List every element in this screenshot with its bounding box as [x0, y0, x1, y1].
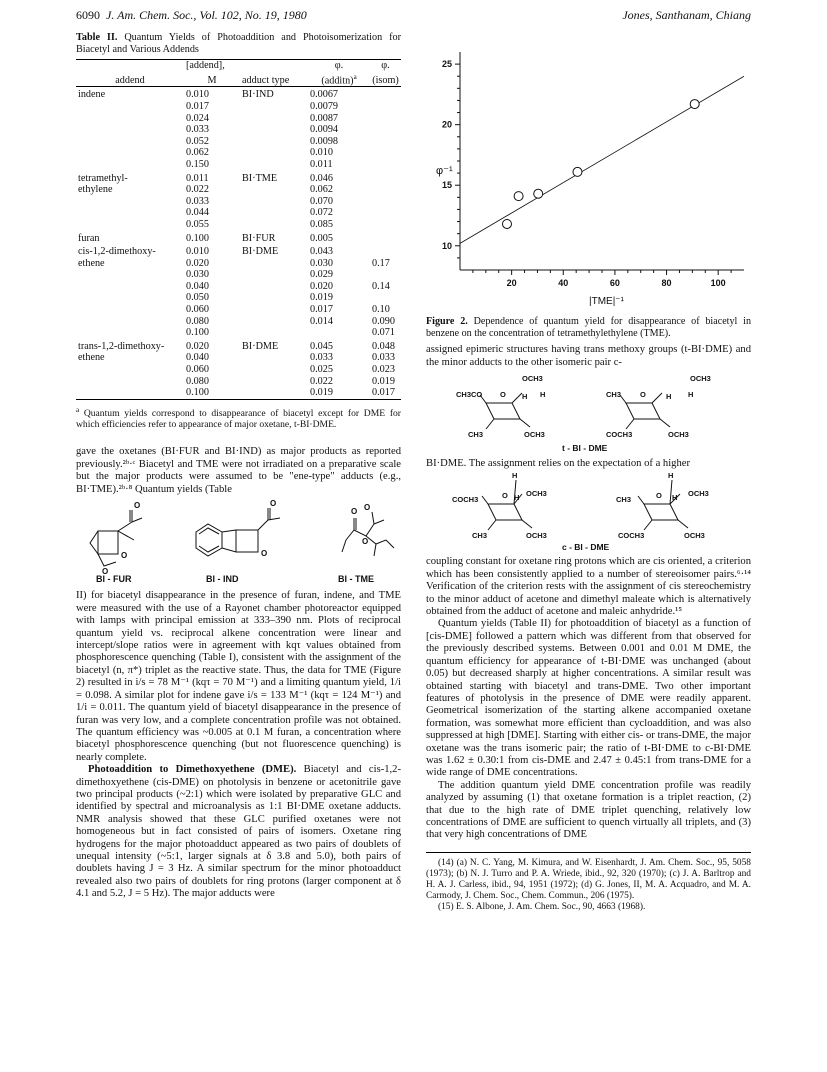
x-tick-label: 20 — [506, 278, 517, 288]
svg-text:OCH3: OCH3 — [668, 430, 689, 440]
page-number: 6090 — [76, 8, 100, 22]
svg-text:OCH3: OCH3 — [526, 531, 547, 541]
svg-text:H: H — [666, 392, 672, 402]
cell-addend: tetramethyl- ethylene — [78, 172, 128, 196]
paragraph: assigned epimeric structures having trans methoxy groups (t-BI·DME) and the minor adducts to the other isomeric pair c- — [426, 344, 751, 368]
svg-text:H: H — [522, 392, 528, 402]
svg-text:O: O — [500, 390, 506, 400]
atom-o: O — [261, 549, 268, 559]
label-bi-fur: BI - FUR — [96, 574, 132, 585]
cell-adduct: BI·TME — [242, 172, 278, 184]
x-tick-label: 40 — [558, 278, 569, 288]
table-row — [76, 339, 401, 399]
cell-adduct: BI·DME — [242, 246, 279, 258]
cell-conc: 0.010 0.020 0.030 0.040 0.050 0.060 0.080 0.100 — [186, 246, 209, 339]
col-adduct: adduct type — [242, 74, 290, 86]
y-tick-label: 25 — [441, 59, 452, 70]
col-conc-bot: M — [207, 74, 217, 86]
y-axis-label: φ⁻¹ — [436, 165, 453, 177]
data-point — [502, 219, 511, 228]
col-phi-iso-top: φ. — [381, 60, 390, 71]
svg-text:COCH3: COCH3 — [606, 430, 633, 440]
quantum-yield-table — [76, 59, 401, 404]
cell-conc: 0.011 0.022 0.033 0.044 0.055 — [186, 172, 209, 230]
svg-text:COCH3: COCH3 — [618, 531, 645, 541]
x-axis-label: |TME|⁻¹ — [589, 296, 624, 307]
cell-conc: 0.100 — [186, 232, 209, 244]
col-phi-iso-bot: (isom) — [372, 74, 399, 86]
structures-t-bi-dme — [426, 369, 751, 453]
paragraph: II) for biacetyl disappearance in the presence of furan, indene, and TME were measured with the use of a Rayonet chamber photoreactor equipped with lamps with principal emission at 333–390 nm. Plots of reciprocal quantum yield vs. reciprocal alkene concentration were linear and intercept/slope ratios were in agreement with kqτ values obtained from phosphorescence quenching (Table I), consistent with the assignment of the biacetyl (n, π*) triplet as the reactive state. Thus, the data for TME (Figure 2) resulted in i/s = 78 M⁻¹ (kqτ = 70 M⁻¹) and a limiting quantum yield, 1/i = 0.098. A similar plot for indene gave i/s = 133 M⁻¹ (kqτ = 124 M⁻¹) and 1/i = 0.011. The quantum yield of biacetyl disappearance in the presence of furan was very low, and a complete concentration profile was not obtained. The quantum efficiency was ~0.005 at 0.1 M furan, a concentration where biacetyl phosphorescence quenching (but not fluorescence quenching) is nearly complete. — [76, 590, 401, 763]
col-phi-add-bot: (additn) — [321, 74, 354, 86]
table-row — [76, 231, 401, 245]
svg-text:OCH3: OCH3 — [684, 531, 705, 541]
cell-additn: 0.005 — [310, 232, 333, 244]
svg-text:OCH3: OCH3 — [688, 489, 709, 499]
label-t-bi-dme: t - BI - DME — [562, 443, 608, 454]
structures-fur-ind-tme — [76, 496, 401, 586]
cell-isom — [370, 87, 401, 171]
cell-isom: 0.17 0.14 0.10 0.090 0.071 — [372, 257, 395, 339]
cell-isom: 0.048 0.033 0.023 0.019 0.017 — [372, 340, 395, 399]
paragraph: Quantum yields (Table II) for photoaddition of biacetyl as a function of [cis-DME] followed a pattern which was different from that observed for the previously described systems. Between 0.001 and 0.01 M DME, the quantum efficiency for appearance of t-BI·DME was unchanged (about 0.05) but decreased sharply at higher concentrations. A similar result was obtained starting with biacetyl and trans-DME. Two other important features of photolysis in the presence of DME were readily apparent. Geometrical isomerization of the starting alkene accompanied oxetane formation, was somewhat more efficient than cycloaddition, and was also suppressed at high [DME]. Starting with either cis- or trans-DME, the major oxetane was the trans isomeric pair; the ratio of t-BI·DME to c-BI·DME was 1.62 ± 0.30:1 from cis-DME and 2.47 ± 0.45:1 from trans-DME for a wide range of DME concentrations. — [426, 618, 751, 779]
footnote-ref-a: a — [353, 72, 357, 81]
data-point — [573, 167, 582, 176]
table-caption — [76, 32, 401, 56]
paragraph: coupling constant for oxetane ring protons which are cis oriented, a criterion which has been consistently applied to a number of stereoisomer pairs.⁶·¹⁴ Verification of the criterion rests with the assignment of cis stereochemistry to the minor adduct of acetone and dimethyl maleate which is alternatively obtained from the adduct of acetone and maleic anhydride.¹⁵ — [426, 556, 751, 618]
left-column — [76, 32, 401, 901]
reference-14: (14) (a) N. C. Yang, M. Kimura, and W. Eisenhardt, J. Am. Chem. Soc., 95, 5058 (1973); (b) N. J. Turro and P. A. Wriede, ibid., 92, 320 (1970); (c) J. A. Barltrop and H. A. J. Carless, ibid., 94, 1951 (1972); (d) G. Jones, II, M. A. Acquadro, and M. A. Carmody, J. Chem. Soc., Chem. Commun., 206 (1975). — [426, 857, 751, 901]
paragraph: Photoaddition to Dimethoxyethene (DME). Biacetyl and cis-1,2-dimethoxyethene (cis-DME) on photolysis in benzene or acetonitrile gave two principal products (~2:1) which were isolated by preparative GLC and identified by spectral and microanalysis as 1:1 BI·DME oxetane adducts. NMR analysis showed that these GLC purified oxetanes were not homogeneous but in fact consisted of pairs of isomers. Oxetane ring hydrogens for the major photoadduct appeared as two pairs of doublets of unequal intensity (~5:1, larger signals at δ 3.8 and 5.0), both pairs of doublets having J = 3 Hz. A similar spectrum for the minor photoadduct revealed also two pairs of doublets for ring protons (larger component at δ 4.1 and 5.2, J = 5 Hz). The major adducts were — [76, 764, 401, 900]
right-column — [426, 32, 751, 913]
footnote-text: Quantum yields correspond to disappearance of biacetyl except for DME for which efficiencies refer to appearance of major oxetane, t-BI·DME. — [76, 408, 402, 431]
svg-text:H: H — [514, 493, 520, 503]
table-row — [76, 87, 401, 171]
x-tick-label: 100 — [710, 278, 726, 288]
svg-text:OCH3: OCH3 — [524, 430, 545, 440]
svg-text:O: O — [640, 390, 646, 400]
cell-adduct: BI·DME — [242, 340, 279, 352]
cell-addend: indene — [78, 89, 106, 101]
table-row — [76, 244, 401, 339]
references — [426, 852, 751, 913]
paragraph: The addition quantum yield DME concentration profile was readily analyzed by assuming (1) that oxetane formation is a triplet reaction, (2) that due to the high rate of DME triplet quenching, relatively low concentrations of DME are sufficient to quench virtually all triplets, and (3) that very high concentrations of DME — [426, 779, 751, 841]
svg-text:CH3: CH3 — [468, 430, 484, 440]
journal-volume: Vol. 102, No. 19, 1980 — [199, 8, 307, 22]
cell-additn: 0.0067 0.0079 0.0087 0.0094 0.0098 0.010 0.011 — [310, 89, 339, 170]
cell-addend: furan — [78, 232, 100, 244]
reference-15: (15) E. S. Albone, J. Am. Chem. Soc., 90, 4663 (1968). — [438, 901, 646, 912]
figure-caption-text: Dependence of quantum yield for disappearance of biacetyl in benzene on the concentration of tetramethylethylene (TME). — [426, 316, 751, 340]
x-tick-label: 60 — [609, 278, 620, 288]
y-tick-label: 15 — [441, 180, 452, 191]
cell-addend: trans-1,2-dimethoxy- ethene — [78, 340, 165, 364]
paragraph: BI·DME. The assignment relies on the expectation of a higher — [426, 457, 690, 469]
atom-o: O — [362, 537, 369, 547]
cell-additn: 0.043 0.030 0.029 0.020 0.019 0.017 0.014 — [310, 246, 333, 327]
footnote-mark: a — [76, 405, 80, 414]
svg-text:H: H — [672, 493, 678, 503]
journal-name: J. Am. Chem. Soc., — [106, 8, 197, 22]
svg-text:O: O — [502, 491, 508, 501]
cell-additn: 0.045 0.033 0.025 0.022 0.019 — [310, 340, 333, 399]
cell-adduct: BI·IND — [242, 89, 274, 101]
cell-addend: cis-1,2-dimethoxy- ethene — [78, 246, 156, 269]
atom-o: O — [270, 499, 277, 509]
svg-text:O: O — [656, 491, 662, 501]
section-heading: Photoaddition to Dimethoxyethene (DME). — [88, 764, 297, 776]
svg-text:CH3: CH3 — [616, 495, 632, 505]
svg-text:CH3CO: CH3CO — [456, 390, 483, 400]
cell-conc: 0.010 0.017 0.024 0.033 0.052 0.062 0.150 — [186, 89, 209, 170]
data-point — [690, 100, 699, 109]
running-header — [76, 8, 751, 26]
figure-caption-label: Figure 2. — [426, 316, 468, 328]
table-row — [76, 171, 401, 231]
svg-text:H: H — [668, 471, 674, 481]
svg-text:OCH3: OCH3 — [522, 374, 543, 384]
structures-c-bi-dme — [426, 470, 751, 552]
svg-text:H: H — [512, 471, 518, 481]
col-addend: addend — [115, 74, 145, 86]
table-footnote — [76, 405, 401, 431]
y-tick-label: 10 — [441, 240, 452, 251]
data-point — [534, 189, 543, 198]
figure-caption — [426, 316, 751, 340]
cell-additn: 0.046 0.062 0.070 0.072 0.085 — [310, 172, 333, 230]
cell-conc: 0.020 0.040 0.060 0.080 0.100 — [186, 340, 209, 399]
atom-o: O — [102, 567, 109, 577]
svg-text:COCH3: COCH3 — [452, 495, 479, 505]
cell-adduct: BI·FUR — [242, 232, 276, 244]
paragraph: gave the oxetanes (BI·FUR and BI·IND) as major products as reported previously.²ᵇ·ᶜ Biacetyl and TME were not irradiated on a preparative scale but the major products were assumed to be "ene-type" adducts (e.g., BI·TME).²ᵇ·⁸ Quantum yields (Table — [76, 446, 401, 495]
fit-line — [460, 76, 744, 243]
svg-text:CH3: CH3 — [606, 390, 622, 400]
svg-text:CH3: CH3 — [472, 531, 488, 541]
running-authors: Jones, Santhanam, Chiang — [622, 8, 751, 22]
svg-text:OCH3: OCH3 — [526, 489, 547, 499]
figure-2-plot — [426, 32, 751, 312]
cell-isom — [370, 171, 401, 231]
table-caption-label: Table II. — [76, 32, 118, 43]
svg-text:OCH3: OCH3 — [690, 374, 711, 384]
label-bi-ind: BI - IND — [206, 574, 239, 585]
y-tick-label: 20 — [441, 119, 452, 130]
data-point — [514, 192, 523, 201]
atom-o: O — [351, 507, 358, 517]
col-conc-top: [addend], — [186, 60, 225, 71]
svg-text:H: H — [688, 390, 694, 400]
atom-o: O — [134, 501, 141, 511]
label-c-bi-dme: c - BI - DME — [562, 542, 610, 553]
atom-o: O — [121, 551, 128, 561]
col-phi-add-top: φ. — [334, 60, 344, 71]
svg-text:H: H — [540, 390, 546, 400]
table-caption-text: Quantum Yields of Photoaddition and Photoisomerization for Biacetyl and Various Addends — [76, 32, 401, 55]
label-bi-tme: BI - TME — [338, 574, 374, 585]
x-tick-label: 80 — [661, 278, 672, 288]
cell-isom — [370, 231, 401, 245]
atom-o: O — [364, 503, 371, 513]
